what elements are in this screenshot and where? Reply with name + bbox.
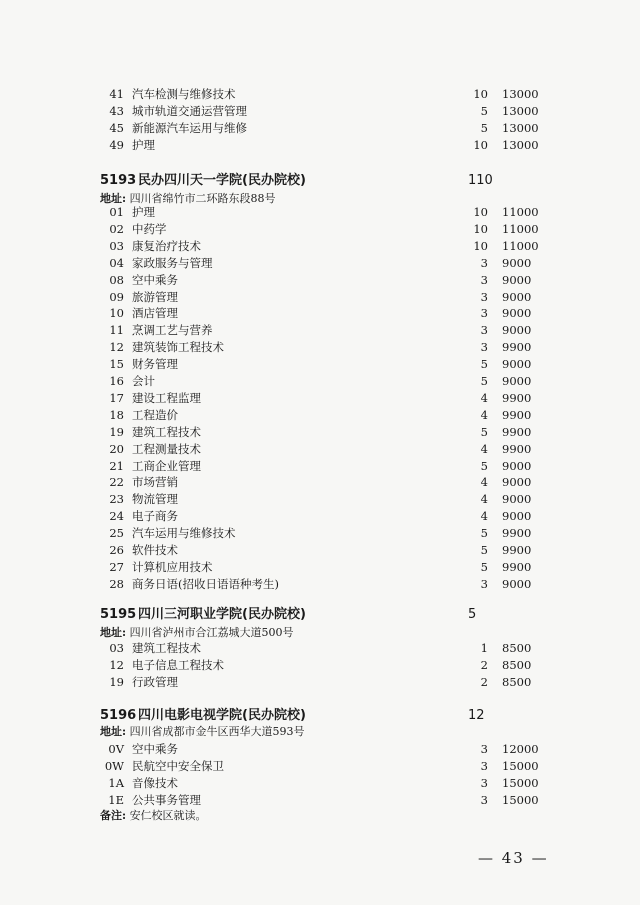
plan-count: 4 <box>480 475 488 490</box>
tuition-fee: 13000 <box>502 121 539 135</box>
table-row <box>100 441 560 458</box>
tuition-fee: 9000 <box>502 374 532 388</box>
tuition-fee: 8500 <box>502 675 532 689</box>
table-row <box>100 525 560 542</box>
school-total: 12 <box>468 708 485 723</box>
major-code: 21 <box>109 458 124 473</box>
major-code: 19 <box>109 424 124 439</box>
plan-count: 4 <box>480 509 488 524</box>
major-name: 建筑工程技术 <box>132 641 201 655</box>
major-code: 23 <box>109 492 124 507</box>
major-name: 电子商务 <box>132 509 178 524</box>
major-code: 08 <box>109 272 124 287</box>
plan-count: 5 <box>480 424 488 439</box>
tuition-fee: 11000 <box>502 238 539 253</box>
major-name: 护理 <box>132 138 155 152</box>
tuition-fee: 9000 <box>502 509 532 524</box>
remark-text: 安仁校区就读。 <box>129 809 207 822</box>
major-name: 城市轨道交通运营管理 <box>132 104 247 118</box>
tuition-fee: 13000 <box>502 87 539 101</box>
major-code: 0V <box>108 742 124 756</box>
major-code: 04 <box>109 255 124 270</box>
remark <box>100 808 207 824</box>
school-header <box>100 605 560 625</box>
major-code: 45 <box>109 121 124 135</box>
school-name: 四川电影电视学院(民办院校) <box>138 708 306 723</box>
major-name: 旅游管理 <box>132 289 178 304</box>
table-row <box>100 373 560 390</box>
tuition-fee: 9900 <box>502 543 532 557</box>
major-code: 25 <box>109 526 124 541</box>
major-code: 43 <box>109 104 124 118</box>
major-code: 12 <box>109 658 124 672</box>
table-row <box>100 657 560 674</box>
plan-count: 5 <box>480 559 488 574</box>
school-code: 5195 <box>100 607 137 622</box>
tuition-fee: 9000 <box>502 492 532 507</box>
plan-count: 4 <box>480 492 488 507</box>
tuition-fee: 11000 <box>502 221 539 236</box>
major-name: 行政管理 <box>132 675 178 689</box>
plan-count: 5 <box>480 543 488 557</box>
plan-count: 4 <box>480 390 488 405</box>
plan-count: 3 <box>480 742 488 756</box>
major-name: 汽车检测与维修技术 <box>132 87 236 101</box>
tuition-fee: 9000 <box>502 357 532 372</box>
table-row <box>100 775 560 792</box>
tuition-fee: 15000 <box>502 776 539 790</box>
major-name: 软件技术 <box>132 543 178 557</box>
table-row <box>100 120 560 137</box>
tuition-fee: 9900 <box>502 340 532 355</box>
table-row <box>100 576 560 593</box>
page-number: — 43 — <box>478 849 549 867</box>
school-header <box>100 706 560 726</box>
tuition-fee: 9000 <box>502 306 532 321</box>
tuition-fee: 9000 <box>502 458 532 473</box>
table-row <box>100 542 560 559</box>
major-code: 27 <box>109 559 124 574</box>
plan-count: 3 <box>480 306 488 321</box>
major-code: 1E <box>108 793 124 807</box>
plan-count: 3 <box>480 289 488 304</box>
school-address <box>100 625 294 641</box>
major-code: 16 <box>109 374 124 388</box>
major-code: 18 <box>109 407 124 422</box>
table-row <box>100 356 560 373</box>
table-row <box>100 491 560 508</box>
table-row <box>100 741 560 758</box>
plan-count: 5 <box>480 357 488 372</box>
table-row <box>100 255 560 272</box>
tuition-fee: 15000 <box>502 793 539 807</box>
major-name: 物流管理 <box>132 492 178 507</box>
tuition-fee: 9000 <box>502 255 532 270</box>
school-code: 5196 <box>100 708 137 723</box>
table-row <box>100 424 560 441</box>
address-label: 地址: <box>100 192 127 205</box>
table-row <box>100 339 560 356</box>
major-code: 17 <box>109 390 124 405</box>
major-code: 41 <box>109 87 124 101</box>
table-row <box>100 758 560 775</box>
tuition-fee: 9000 <box>502 475 532 490</box>
plan-count: 3 <box>480 793 488 807</box>
major-name: 家政服务与管理 <box>132 255 213 270</box>
major-code: 22 <box>109 475 124 490</box>
plan-count: 3 <box>480 323 488 338</box>
table-row <box>100 305 560 322</box>
table-row <box>100 640 560 657</box>
table-row <box>100 322 560 339</box>
major-name: 音像技术 <box>132 776 178 790</box>
table-row <box>100 204 560 221</box>
school-name: 民办四川天一学院(民办院校) <box>138 173 306 188</box>
plan-count: 3 <box>480 576 488 591</box>
school-code: 5193 <box>100 173 137 188</box>
table-row <box>100 137 560 154</box>
major-code: 10 <box>109 306 124 321</box>
school-address <box>100 724 305 740</box>
major-code: 0W <box>104 759 124 773</box>
tuition-fee: 9900 <box>502 526 532 541</box>
plan-count: 10 <box>473 205 488 219</box>
remark-label: 备注: <box>100 809 127 822</box>
address-label: 地址: <box>100 725 127 738</box>
major-code: 26 <box>109 543 124 557</box>
major-code: 24 <box>109 509 124 524</box>
table-row <box>100 458 560 475</box>
plan-count: 10 <box>473 138 488 152</box>
tuition-fee: 9900 <box>502 407 532 422</box>
major-code: 1A <box>108 776 124 790</box>
address-text: 四川省泸州市合江荔城大道500号 <box>129 626 294 639</box>
address-text: 四川省成都市金牛区西华大道593号 <box>129 725 305 738</box>
tuition-fee: 9900 <box>502 441 532 456</box>
school-total: 110 <box>468 173 493 188</box>
school-total: 5 <box>468 607 477 622</box>
tuition-fee: 15000 <box>502 759 539 773</box>
major-name: 空中乘务 <box>132 272 178 287</box>
major-name: 康复治疗技术 <box>132 238 201 253</box>
major-code: 03 <box>109 238 124 253</box>
plan-count: 10 <box>473 87 488 101</box>
major-name: 工商企业管理 <box>132 458 201 473</box>
major-name: 商务日语(招收日语语种考生) <box>132 576 279 591</box>
major-name: 会计 <box>132 374 155 388</box>
plan-count: 1 <box>480 641 488 655</box>
plan-count: 4 <box>480 407 488 422</box>
plan-count: 3 <box>480 340 488 355</box>
table-row <box>100 221 560 238</box>
table-row <box>100 272 560 289</box>
plan-count: 3 <box>480 759 488 773</box>
plan-count: 5 <box>480 374 488 388</box>
major-code: 12 <box>109 340 124 355</box>
table-row <box>100 508 560 525</box>
tuition-fee: 8500 <box>502 641 532 655</box>
major-name: 市场营销 <box>132 475 178 490</box>
major-code: 09 <box>109 289 124 304</box>
table-row <box>100 103 560 120</box>
major-name: 工程造价 <box>132 407 178 422</box>
major-code: 20 <box>109 441 124 456</box>
tuition-fee: 9000 <box>502 289 532 304</box>
plan-count: 5 <box>480 121 488 135</box>
major-name: 工程测量技术 <box>132 441 201 456</box>
table-row <box>100 86 560 103</box>
plan-count: 5 <box>480 458 488 473</box>
table-row <box>100 559 560 576</box>
plan-count: 3 <box>480 272 488 287</box>
address-label: 地址: <box>100 626 127 639</box>
major-code: 01 <box>109 205 124 219</box>
table-row <box>100 238 560 255</box>
tuition-fee: 9900 <box>502 424 532 439</box>
major-name: 计算机应用技术 <box>132 559 213 574</box>
major-name: 公共事务管理 <box>132 793 201 807</box>
major-name: 新能源汽车运用与维修 <box>132 121 247 135</box>
school-header <box>100 171 560 191</box>
plan-count: 5 <box>480 104 488 118</box>
plan-count: 10 <box>473 238 488 253</box>
major-name: 建筑工程技术 <box>132 424 201 439</box>
major-name: 民航空中安全保卫 <box>132 759 224 773</box>
table-row <box>100 792 560 809</box>
major-name: 酒店管理 <box>132 306 178 321</box>
tuition-fee: 11000 <box>502 205 539 219</box>
table-row <box>100 474 560 491</box>
plan-count: 4 <box>480 441 488 456</box>
table-row <box>100 390 560 407</box>
major-code: 11 <box>109 323 124 338</box>
plan-count: 5 <box>480 526 488 541</box>
plan-count: 3 <box>480 255 488 270</box>
plan-count: 3 <box>480 776 488 790</box>
major-code: 02 <box>109 221 124 236</box>
table-row <box>100 407 560 424</box>
major-name: 烹调工艺与营养 <box>132 323 213 338</box>
major-code: 03 <box>109 641 124 655</box>
tuition-fee: 9900 <box>502 559 532 574</box>
school-name: 四川三河职业学院(民办院校) <box>138 607 306 622</box>
tuition-fee: 9900 <box>502 390 532 405</box>
table-row <box>100 289 560 306</box>
major-code: 49 <box>109 138 124 152</box>
tuition-fee: 13000 <box>502 104 539 118</box>
tuition-fee: 9000 <box>502 576 532 591</box>
major-name: 中药学 <box>132 221 167 236</box>
major-name: 汽车运用与维修技术 <box>132 526 236 541</box>
tuition-fee: 8500 <box>502 658 532 672</box>
major-name: 建设工程监理 <box>132 390 201 405</box>
major-code: 28 <box>109 576 124 591</box>
major-name: 空中乘务 <box>132 742 178 756</box>
address-text: 四川省绵竹市二环路东段88号 <box>129 192 276 205</box>
tuition-fee: 13000 <box>502 138 539 152</box>
plan-count: 10 <box>473 221 488 236</box>
tuition-fee: 9000 <box>502 272 532 287</box>
plan-count: 2 <box>480 675 488 689</box>
table-row <box>100 674 560 691</box>
major-name: 护理 <box>132 205 155 219</box>
plan-count: 2 <box>480 658 488 672</box>
major-name: 电子信息工程技术 <box>132 658 224 672</box>
tuition-fee: 9000 <box>502 323 532 338</box>
tuition-fee: 12000 <box>502 742 539 756</box>
major-name: 建筑装饰工程技术 <box>132 340 224 355</box>
major-code: 15 <box>109 357 124 372</box>
major-name: 财务管理 <box>132 357 178 372</box>
major-code: 19 <box>109 675 124 689</box>
